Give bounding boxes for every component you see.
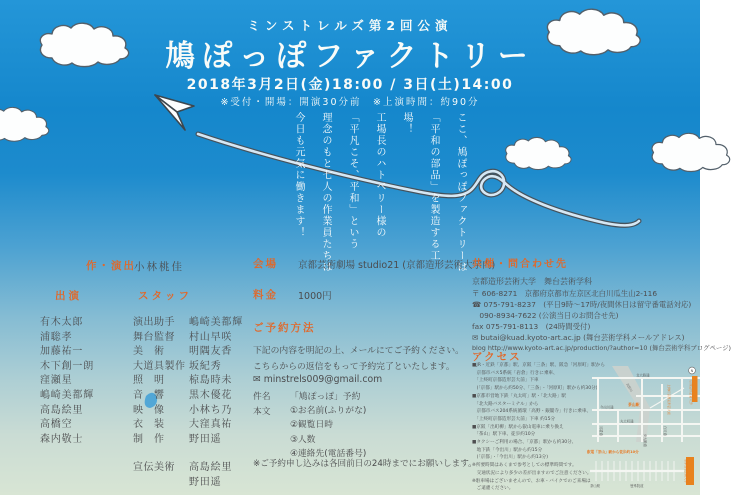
access-line: ご遠慮ください。 — [472, 486, 514, 492]
cast-member: 森内敬士 — [40, 433, 84, 445]
access-line: ■京都市営地下鉄「丸太町」駅・「北大路」駅 — [472, 393, 566, 399]
subject-value: 「鳩ぽっぽ」予約 — [290, 392, 361, 402]
tagline-line: ここ、鳩ぽっぽファクトリーは — [455, 112, 466, 273]
staff-name: 村山早咲 — [189, 331, 233, 343]
cast-label: 出演 — [55, 290, 82, 302]
access-strip-map — [586, 447, 700, 491]
cloud-icon — [652, 133, 730, 171]
access-line: 「上終町京都造形芸大前」下車 — [472, 378, 539, 384]
access-line: 地下鉄「今出川」駅から約15分 — [472, 447, 543, 453]
access-label: アクセス — [472, 351, 522, 363]
access-line: ■京阪「出町柳」駅から叡山電車に乗り換え — [472, 424, 564, 430]
price-label: 料金 — [253, 289, 278, 301]
staff-row — [133, 404, 243, 419]
staff-name: 大窪真祐 — [189, 419, 233, 431]
deadline-note: ※ご予約申し込みは各回前日の24時までにお願いします。 — [253, 459, 477, 469]
cloud-icon — [506, 137, 571, 169]
staff-row — [133, 360, 243, 375]
cloud-icon — [0, 107, 49, 141]
compass-n: N — [690, 369, 694, 373]
staff-role: 映 像 — [133, 404, 165, 416]
body-label: 本文 — [253, 407, 271, 417]
contact-org: 京都造形芸術大学 舞台芸術学科 — [472, 277, 592, 286]
access-map — [592, 366, 700, 447]
subject-label: 件名 — [253, 392, 271, 402]
access-line: 京都市バス5系統「岩倉」行きに乗車、 — [472, 370, 558, 376]
staff-name: 椋島時未 — [189, 375, 233, 387]
staff-name: 高島絵里 — [189, 462, 233, 474]
body-item: ③人数 — [290, 434, 316, 445]
staff-role — [133, 476, 189, 491]
contact-blog: blog http://www.kyoto-art.ac.jp/production/?author=10 (舞台芸術学科ブログページ) — [472, 344, 731, 352]
staff-role: 制 作 — [133, 433, 165, 445]
staff-row — [133, 418, 243, 433]
street-label: 川端通 — [599, 426, 603, 436]
reservation-label: ご予約方法 — [253, 322, 316, 334]
cast-list — [40, 316, 94, 447]
tagline-line: 理念のもと七人の作業員たちは — [320, 112, 331, 273]
reservation-line: 下記の内容を明記の上、メールにてご予約ください。 — [253, 346, 464, 356]
access-line: ■JR・近鉄「京都」駅、京阪「三条」駅、阪急「河原町」駅から — [472, 363, 605, 368]
strip-header: 叡電「茶山」駅から徒歩約10分 — [587, 450, 639, 454]
access-line: 交通状況により多少の差が出ますのでご注意ください。 — [472, 470, 592, 476]
contact-fax: fax 075-791-8113 (24時間受付) — [472, 322, 591, 331]
cast-member: 木下創一朗 — [40, 360, 94, 372]
staff-role: 音 響 — [133, 389, 165, 401]
tagline-line: 工場長のハトベリー様の — [374, 112, 385, 239]
staff-list — [133, 316, 243, 491]
street-label: 丸太町通 — [620, 419, 634, 424]
reservation-line: こちらからの返信をもって予約完了といたします。 — [253, 362, 455, 372]
access-line: ※所要時間はあくまで参考としての標準時間です。 — [472, 463, 577, 469]
staff-name: 坂紀秀 — [189, 360, 222, 372]
body-item: ④連絡先(電話番号) — [290, 448, 367, 459]
strip-university-label: 京都造形芸術大学 — [684, 459, 688, 484]
staff-row — [133, 331, 243, 346]
venue-value: 京都芸術劇場 studio21 (京都造形芸術大学内) — [298, 260, 496, 271]
staff-row — [133, 476, 243, 491]
staff-row — [133, 345, 243, 360]
staff-role: 大道具製作 — [133, 360, 186, 372]
tagline-line: 今日も元気に働きます！ — [293, 112, 304, 239]
cast-member: 加藤祐一 — [40, 346, 84, 358]
poster-title: 鳩ぽっぽファクトリー — [165, 39, 535, 74]
reservation-body-items — [290, 404, 366, 461]
cast-member: 高橋空 — [40, 419, 73, 431]
staff-role: 舞台監督 — [133, 331, 175, 343]
performance-note: ※受付・開場：開演30分前 ※上演時間：約90分 — [220, 97, 480, 108]
cast-member: 高島絵里 — [40, 404, 84, 416]
staff-name: 黒木優花 — [189, 389, 233, 401]
access-line: (「京都」駅から約50分、「三条」・「河原町」駅から約30分) — [472, 386, 598, 392]
university-label: 京都造形芸術大学 — [689, 380, 693, 405]
staff-row — [133, 389, 243, 404]
street-label: 東大路通 — [643, 434, 647, 447]
tagline-line: 「平和の部品」を製造する工場！ — [401, 112, 439, 262]
river-label: 高野川 — [625, 382, 634, 393]
staff-row — [133, 316, 243, 331]
staff-name: 明隅友香 — [189, 346, 233, 358]
reservation-email: ✉ minstrels009@gmail.com — [253, 374, 383, 385]
author-name: 小林桃佳 — [134, 261, 184, 273]
staff-role: 衣 装 — [133, 419, 165, 431]
street-label: 白川通 — [663, 426, 667, 436]
street-label: 今出川通 — [600, 405, 614, 410]
contact-label: 共催・問合わせ先 — [472, 259, 568, 270]
body-item: ②観覧日時 — [290, 420, 334, 431]
cast-member: 嶋崎美都輝 — [40, 389, 94, 401]
access-line: 「北大路バスターミナル」から — [472, 401, 539, 407]
staff-row — [133, 461, 243, 476]
author-label: 作・演出 — [86, 260, 136, 272]
access-line: 「茶山」駅下車、徒歩約10分 — [472, 432, 536, 438]
staff-label: スタッフ — [138, 290, 192, 302]
staff-role: 美 術 — [133, 346, 165, 358]
staff-role: 照 明 — [133, 375, 165, 387]
station-label: 茶山駅 — [628, 402, 640, 407]
cast-member: 窪瀬星 — [40, 375, 73, 387]
price-value: 1000円 — [298, 291, 332, 302]
staff-name: 小林ち乃 — [189, 404, 233, 416]
busstop-label: 上終町京都造形芸大前 — [667, 384, 671, 415]
performance-dates: 2018年3月2日(金)18:00 / 3日(土)14:00 — [186, 77, 514, 93]
staff-name: 野田遥 — [189, 433, 222, 445]
cast-member: 有木太郎 — [40, 317, 84, 328]
staff-role: 演出助手 — [133, 317, 175, 328]
staff-row — [133, 433, 243, 448]
staff-name: 嶋崎美都輝 — [189, 317, 243, 328]
contact-address: 〒 606-8271 京都府京都市左京区北白川瓜生山2-116 — [472, 289, 658, 298]
contact-tel2: 090-8934-7622 (公演当日のお問合せ先) — [472, 311, 619, 320]
staff-name: 野田遥 — [189, 476, 222, 488]
staff-row — [133, 374, 243, 389]
body-item: ①お名前(ふりがな) — [290, 406, 367, 416]
street-label: 北大路通 — [636, 373, 650, 378]
access-line: ※駐車場はございませんので、お車・バイクでのご来場は — [472, 478, 591, 484]
strip-station-label: 茶山駅 — [590, 484, 601, 488]
access-line: (「京都」・「今出川」駅から約13分) — [472, 455, 549, 461]
access-line: ■タクシーご利用の場合、「京都」駅から約30分、 — [472, 440, 577, 446]
contact-tel: ☎ 075-791-8237 (平日9時〜17時/夜間休日は留守番電話対応) — [472, 300, 692, 309]
strip-road-label: 曼殊院道 — [630, 484, 644, 488]
contact-mail: ✉ butai@kuad.kyoto-art.ac.jp (舞台芸術学科メールアドレス) — [472, 333, 685, 342]
access-line: 京都市バス204系統循環「高野・銀閣寺」行きに乗車、 — [472, 409, 592, 415]
cast-member: 浦聡孝 — [40, 331, 73, 343]
venue-label: 会場 — [253, 258, 278, 270]
series-label: ミンストレルズ第2回公演 — [247, 18, 453, 33]
tagline-line: 「平凡こそ、平和」という — [347, 112, 358, 250]
access-line: 「上終町京都造形芸大前」下車 約15分 — [472, 416, 556, 422]
staff-role: 宣伝美術 — [133, 462, 175, 474]
